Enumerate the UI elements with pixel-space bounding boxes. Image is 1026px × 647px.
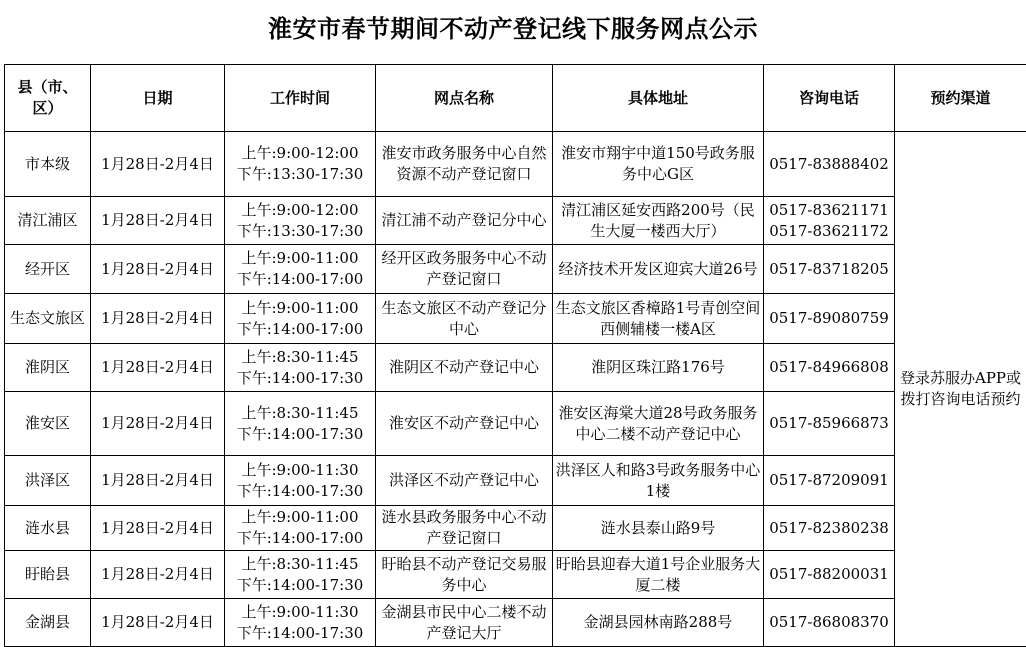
hours-cell [225, 392, 376, 456]
phone-cell: 0517-84966808 [764, 344, 895, 392]
table-row [5, 392, 1026, 456]
phone-cell: 0517-88200031 [764, 551, 895, 599]
date-cell: 1月28日-2月4日 [91, 392, 225, 456]
page-title: 淮安市春节期间不动产登记线下服务网点公示 [268, 15, 758, 43]
hours-cell [225, 456, 376, 506]
county-cell: 清江浦区 [5, 197, 91, 245]
address-cell: 涟水县泰山路9号 [553, 506, 764, 551]
county-cell: 生态文旅区 [5, 294, 91, 344]
hours-pm: 下午:13:30-17:30 [236, 221, 364, 240]
hours-pm: 下午:14:00-17:30 [236, 623, 364, 642]
hours-am: 上午:9:00-11:00 [241, 298, 359, 317]
site-cell: 清江浦不动产登记分中心 [376, 197, 553, 245]
header-hours: 工作时间 [225, 65, 376, 132]
date-cell: 1月28日-2月4日 [91, 294, 225, 344]
table-row [5, 132, 1026, 197]
address-cell: 金湖县园林南路288号 [553, 599, 764, 647]
hours-pm: 下午:14:00-17:30 [236, 575, 364, 594]
site-cell: 涟水县政务服务中心不动产登记窗口 [376, 506, 553, 551]
table-row [5, 344, 1026, 392]
hours-cell [225, 245, 376, 294]
hours-cell [225, 132, 376, 197]
table-row [5, 456, 1026, 506]
county-cell: 盱眙县 [5, 551, 91, 599]
site-cell: 淮阴区不动产登记中心 [376, 344, 553, 392]
date-cell: 1月28日-2月4日 [91, 599, 225, 647]
address-cell: 淮阴区珠江路176号 [553, 344, 764, 392]
address-cell: 淮安市翔宇中道150号政务服务中心G区 [553, 132, 764, 197]
site-cell: 淮安市政务服务中心自然资源不动产登记窗口 [376, 132, 553, 197]
county-cell: 市本级 [5, 132, 91, 197]
county-cell: 经开区 [5, 245, 91, 294]
hours-am: 上午:9:00-11:00 [241, 508, 359, 526]
county-cell: 淮安区 [5, 392, 91, 456]
table-row [5, 197, 1026, 245]
address-cell: 盱眙县迎春大道1号企业服务大厦二楼 [553, 551, 764, 599]
county-cell: 洪泽区 [5, 456, 91, 506]
site-cell: 盱眙县不动产登记交易服务中心 [376, 551, 553, 599]
hours-am: 上午:9:00-12:00 [241, 144, 359, 162]
site-cell: 生态文旅区不动产登记分中心 [376, 294, 553, 344]
date-cell: 1月28日-2月4日 [91, 551, 225, 599]
table-row [5, 506, 1026, 551]
header-date: 日期 [91, 65, 225, 132]
phone-cell: 0517-86808370 [764, 599, 895, 647]
phone-cell: 0517-83718205 [764, 245, 895, 294]
address-cell: 淮安区海棠大道28号政务服务中心二楼不动产登记中心 [553, 392, 764, 456]
county-cell: 金湖县 [5, 599, 91, 647]
hours-am: 上午:9:00-12:00 [241, 200, 359, 219]
site-cell: 洪泽区不动产登记中心 [376, 456, 553, 506]
address-cell: 经济技术开发区迎宾大道26号 [553, 245, 764, 294]
reservation-channel-cell: 登录苏服办APP或拨打咨询电话预约 [895, 132, 1026, 647]
hours-am: 上午:8:30-11:45 [241, 554, 359, 573]
hours-am: 上午:8:30-11:45 [241, 403, 359, 422]
service-sites-table [4, 64, 1026, 647]
phone-cell: 0517-83621171 0517-83621172 [764, 197, 895, 245]
header-site: 网点名称 [376, 65, 553, 132]
date-cell: 1月28日-2月4日 [91, 197, 225, 245]
county-cell: 涟水县 [5, 506, 91, 551]
address-cell: 洪泽区人和路3号政务服务中心1楼 [553, 456, 764, 506]
table-row [5, 294, 1026, 344]
hours-pm: 下午:13:30-17:30 [236, 165, 364, 183]
header-phone: 咨询电话 [764, 65, 895, 132]
table-row [5, 599, 1026, 647]
table-header-row [5, 65, 1026, 132]
address-cell: 清江浦区延安西路200号（民生大厦一楼西大厅） [553, 197, 764, 245]
hours-cell [225, 506, 376, 551]
header-county: 县（市、区） [5, 65, 91, 132]
site-cell: 经开区政务服务中心不动产登记窗口 [376, 245, 553, 294]
header-address: 具体地址 [553, 65, 764, 132]
hours-pm: 下午:14:00-17:30 [236, 481, 364, 500]
hours-pm: 下午:14:00-17:00 [236, 529, 364, 547]
phone-cell: 0517-89080759 [764, 294, 895, 344]
hours-cell [225, 551, 376, 599]
phone-cell: 0517-87209091 [764, 456, 895, 506]
hours-am: 上午:9:00-11:00 [241, 249, 359, 267]
date-cell: 1月28日-2月4日 [91, 344, 225, 392]
site-cell: 金湖县市民中心二楼不动产登记大厅 [376, 599, 553, 647]
hours-am: 上午:9:00-11:30 [241, 602, 359, 621]
date-cell: 1月28日-2月4日 [91, 506, 225, 551]
hours-cell [225, 197, 376, 245]
hours-pm: 下午:14:00-17:30 [236, 368, 364, 387]
table-row [5, 551, 1026, 599]
date-cell: 1月28日-2月4日 [91, 456, 225, 506]
header-channel: 预约渠道 [895, 65, 1026, 132]
phone-cell: 0517-83888402 [764, 132, 895, 197]
date-cell: 1月28日-2月4日 [91, 245, 225, 294]
site-cell: 淮安区不动产登记中心 [376, 392, 553, 456]
date-cell: 1月28日-2月4日 [91, 132, 225, 197]
hours-cell [225, 294, 376, 344]
hours-am: 上午:9:00-11:30 [241, 460, 359, 479]
hours-pm: 下午:14:00-17:30 [236, 424, 364, 443]
address-cell: 生态文旅区香樟路1号青创空间西侧辅楼一楼A区 [553, 294, 764, 344]
phone-cell: 0517-82380238 [764, 506, 895, 551]
county-cell: 淮阴区 [5, 344, 91, 392]
hours-pm: 下午:14:00-17:00 [236, 270, 364, 288]
hours-pm: 下午:14:00-17:00 [236, 319, 364, 338]
hours-am: 上午:8:30-11:45 [241, 347, 359, 366]
hours-cell [225, 599, 376, 647]
phone-cell: 0517-85966873 [764, 392, 895, 456]
table-row [5, 245, 1026, 294]
hours-cell [225, 344, 376, 392]
